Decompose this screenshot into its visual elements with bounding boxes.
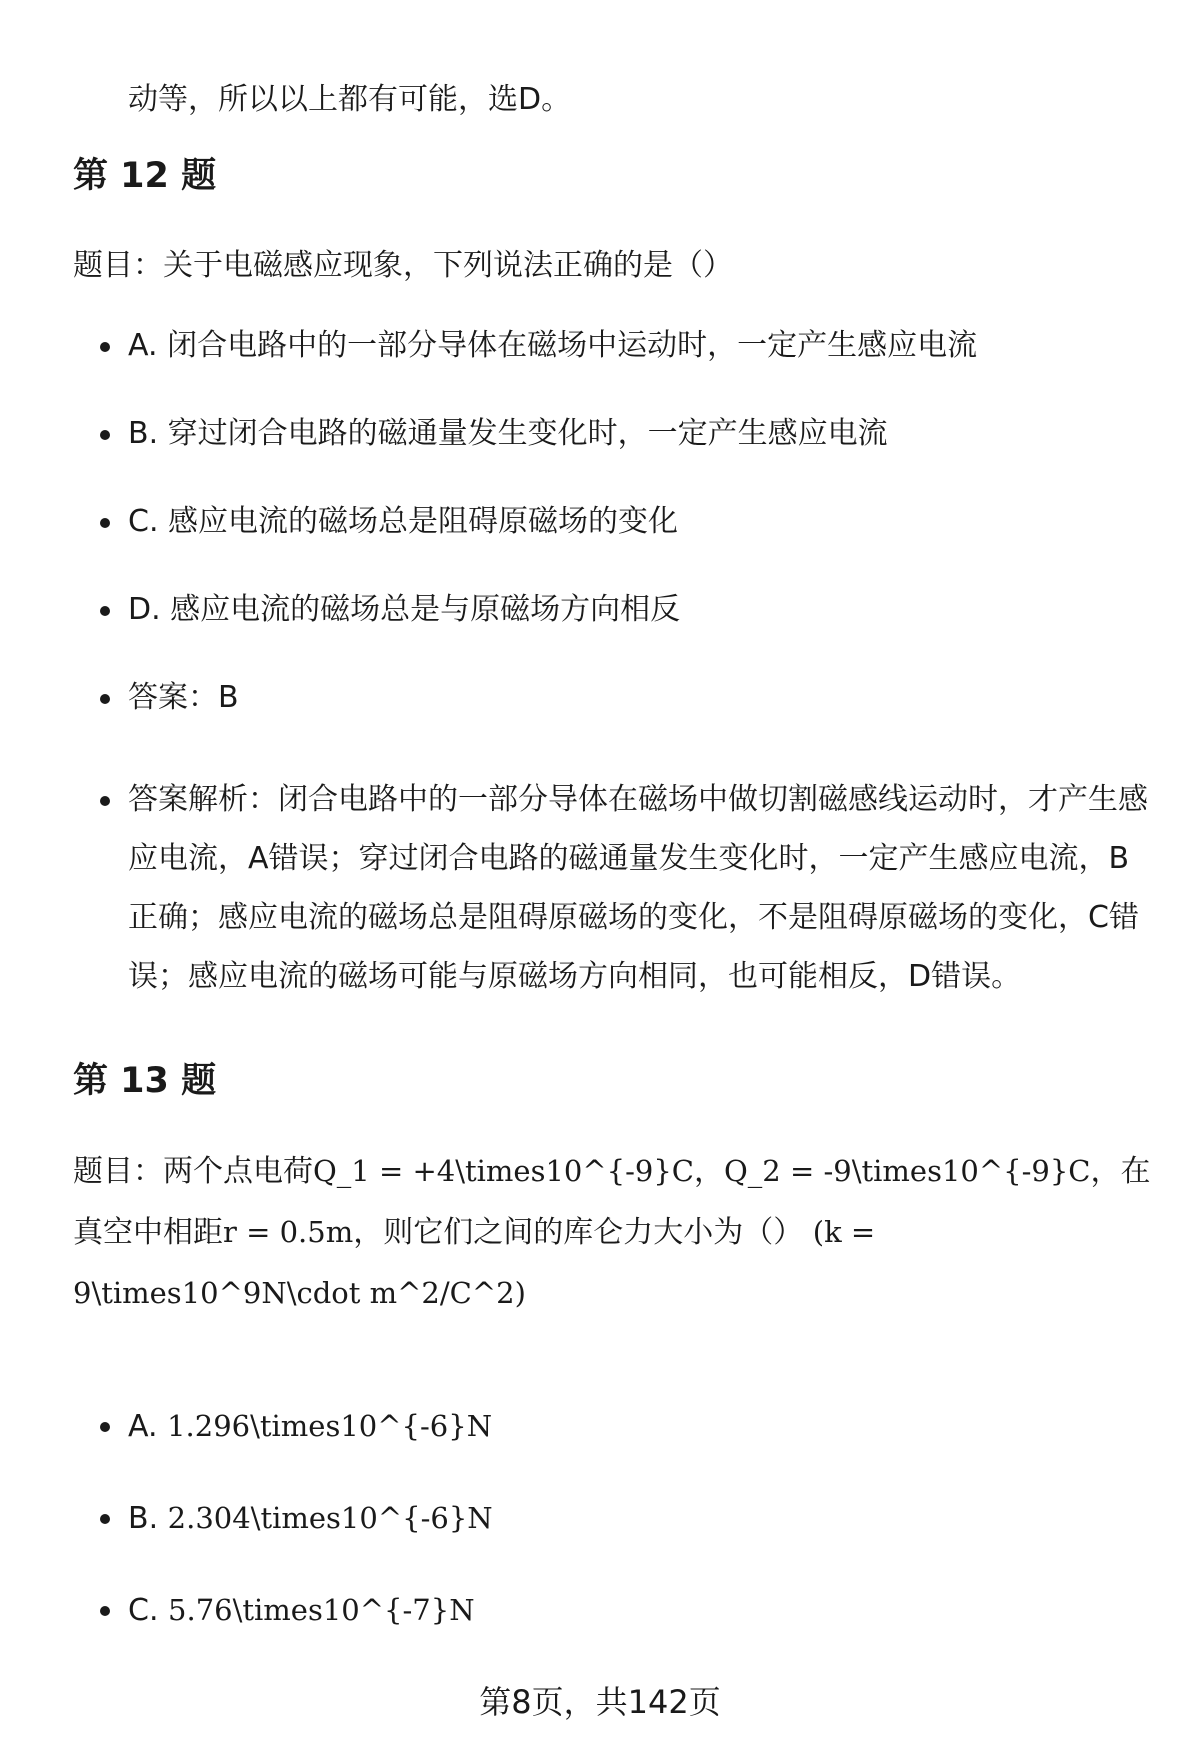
- answer-explanation: 答案解析：闭合电路中的一部分导体在磁场中做切割磁感线运动时，才产生感应电流，A错误；穿过闭合电路的磁通量发生变化时，一定产生感应电流，B正确；感应电流的磁场总是阻碍原磁场的变化，不是阻碍原磁场的变化，C错误；感应电流的磁场可能与原磁场方向相同，也可能相反，D错误。: [128, 770, 1158, 1006]
- title-text: 题目：两个点电荷: [73, 1154, 313, 1189]
- title-math-r: r = 0.5m: [223, 1215, 354, 1249]
- option-a: [128, 1396, 1158, 1457]
- page-number-footer: 第8页，共142页: [479, 1683, 721, 1721]
- option-c: C. 感应电流的磁场总是阻碍原磁场的变化: [128, 492, 1158, 552]
- option-d: D. 感应电流的磁场总是与原磁场方向相反: [128, 580, 1158, 640]
- option-math: 2.304\times10^{-6}N: [167, 1501, 493, 1535]
- title-math-q2: Q_2 = -9\times10^{-9}C: [724, 1154, 1091, 1188]
- option-label: C.: [128, 1593, 169, 1628]
- option-math: 5.76\times10^{-7}N: [168, 1593, 475, 1627]
- title-math-q1: Q_1 = +4\times10^{-9}C: [313, 1154, 694, 1188]
- title-text: ，在真空中相距: [73, 1154, 1151, 1250]
- option-c: [128, 1580, 1158, 1641]
- title-math-k: (k = 9\times10^9N\cdot m^2/C^2): [73, 1215, 876, 1310]
- answer: 答案：B: [128, 668, 1158, 728]
- title-text: ，: [694, 1154, 724, 1189]
- question-13-heading: 第 13 题: [73, 1061, 217, 1101]
- title-text: ，则它们之间的库仑力大小为（）: [353, 1215, 804, 1250]
- question-13-title: [73, 1141, 1153, 1324]
- option-b: B. 穿过闭合电路的磁通量发生变化时，一定产生感应电流: [128, 404, 1158, 464]
- option-label: A.: [128, 1409, 168, 1444]
- continuation-text: 动等，所以以上都有可能，选D。: [128, 82, 572, 117]
- option-math: 1.296\times10^{-6}N: [167, 1409, 493, 1443]
- option-b: [128, 1488, 1158, 1549]
- option-a: A. 闭合电路中的一部分导体在磁场中运动时，一定产生感应电流: [128, 316, 1158, 376]
- option-label: B.: [128, 1501, 168, 1536]
- question-12-heading: 第 12 题: [73, 156, 217, 196]
- question-12-title: 题目：关于电磁感应现象，下列说法正确的是（）: [73, 248, 733, 283]
